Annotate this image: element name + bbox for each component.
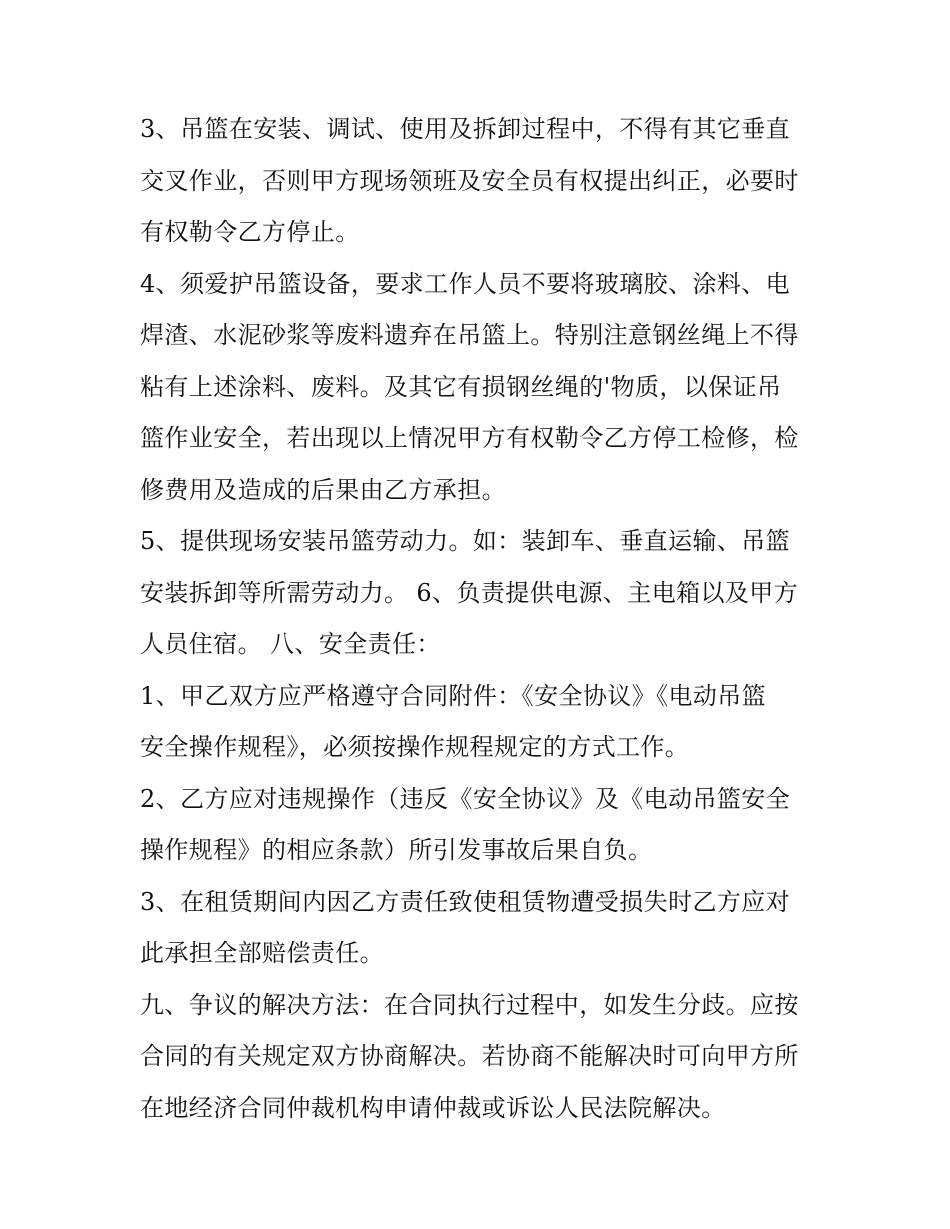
- text-line: 此承担全部赔偿责任。: [140, 939, 384, 967]
- text-line: 篮作业安全，若出现以上情况甲方有权勒令乙方停工检修，检: [140, 424, 799, 452]
- text-line: 修费用及造成的后果由乙方承担。: [140, 475, 506, 504]
- text-line: 1、甲乙双方应严格遵守合同附件：《安全协议》《电动吊篮: [140, 681, 767, 710]
- text-line: 在地经济合同仲裁机构申请仲裁或诉讼人民法院解决。: [140, 1093, 726, 1122]
- text-line: 3、吊篮在安装、调试、使用及拆卸过程中，不得有其它垂直: [140, 115, 791, 143]
- text-line: 4、须爱护吊篮设备，要求工作人员不要将玻璃胶、涂料、电: [140, 269, 791, 298]
- text-line: 5、提供现场安装吊篮劳动力。如：装卸车、垂直运输、吊篮: [140, 527, 791, 555]
- document-body: [140, 104, 820, 1134]
- text-line: 2、乙方应对违规操作（违反《安全协议》及《电动吊篮安全: [140, 784, 791, 813]
- text-line: 3、在租赁期间内因乙方责任致使租赁物遭受损失时乙方应对: [140, 887, 791, 916]
- text-line: 交叉作业，否则甲方现场领班及安全员有权提出纠正，必要时: [140, 166, 799, 195]
- text-line: 人员住宿。 八、安全责任：: [140, 630, 441, 658]
- text-line: 安全操作规程》，必须按操作规程规定的方式工作。: [140, 733, 690, 761]
- text-line: 操作规程》的相应条款）所引发事故后果自负。: [140, 836, 653, 864]
- text-line: 焊渣、水泥砂浆等废料遗弃在吊篮上。特别注意钢丝绳上不得: [140, 321, 799, 349]
- text-line: 粘有上述涂料、废料。及其它有损钢丝绳的'物质，以保证吊: [140, 372, 782, 401]
- text-line: 安装拆卸等所需劳动力。 6、负责提供电源、主电箱以及甲方: [140, 578, 799, 607]
- text-line: 九、争议的解决方法：在合同执行过程中，如发生分歧。应按: [140, 990, 799, 1019]
- text-line: 合同的有关规定双方协商解决。若协商不能解决时可向甲方所: [140, 1042, 799, 1070]
- text-line: 有权勒令乙方停止。: [140, 218, 360, 246]
